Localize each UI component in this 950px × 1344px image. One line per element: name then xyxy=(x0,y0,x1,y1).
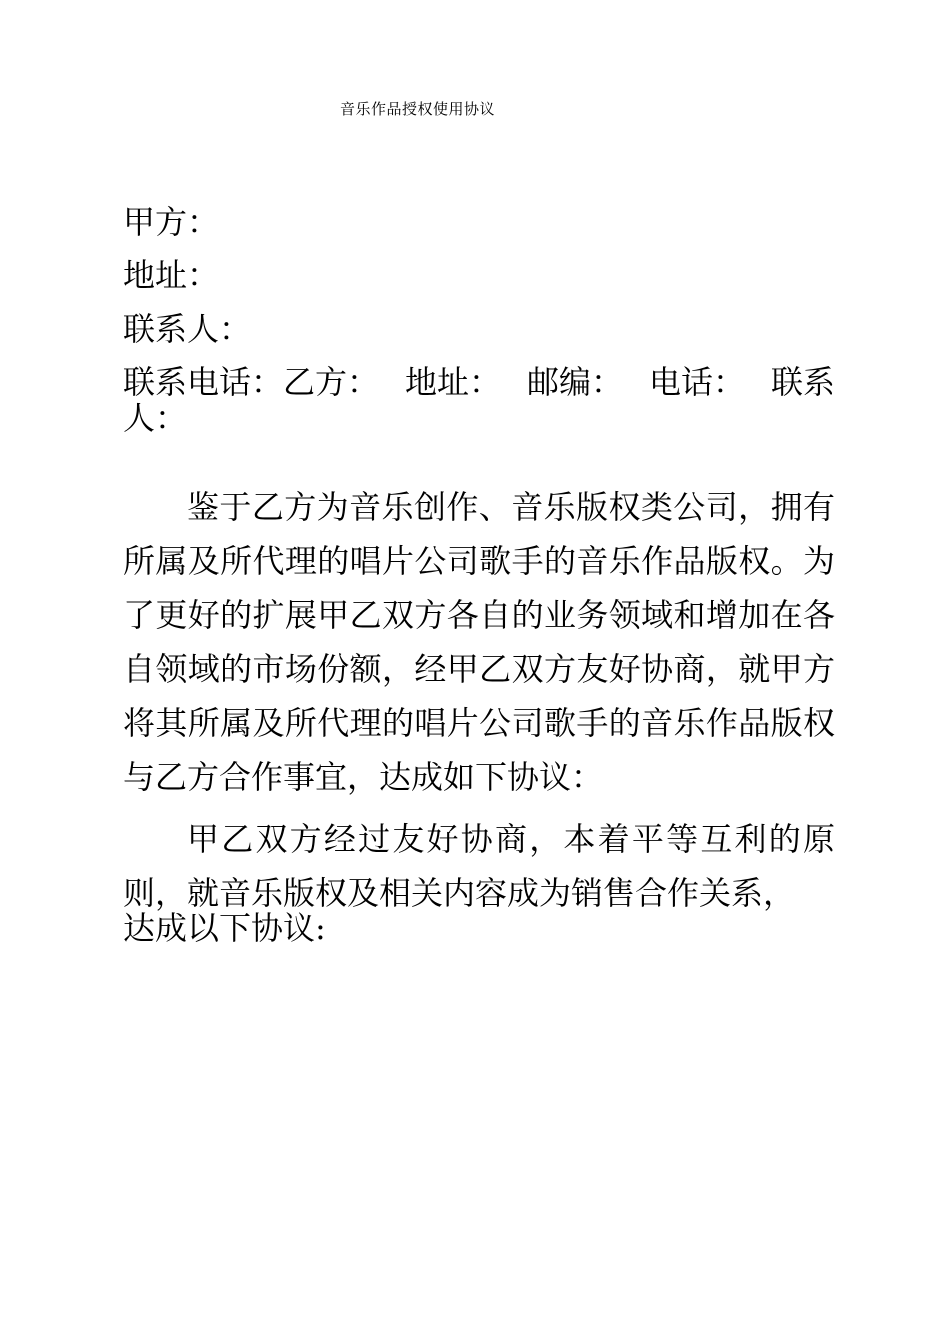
contact-row xyxy=(123,362,835,402)
phone-and-party-b-label xyxy=(123,362,379,402)
address-label: 地址： xyxy=(123,256,220,294)
paragraph-recitals: 鉴于乙方为音乐创作、音乐版权类公司，拥有所属及所代理的唱片公司歌手的音乐作品版权。为了更好的扩展甲乙双方各自的业务领域和增加在各自领域的市场份额，经甲乙双方友好协商，就甲方将其所属及所代理的唱片公司歌手的音乐作品版权与乙方合作事宜，达成如下协议： xyxy=(123,488,835,796)
party-b-contact-label-end: 人： xyxy=(123,399,188,437)
party-a-label: 甲方： xyxy=(123,203,220,241)
paragraph-agreement-tail: 达成以下协议: xyxy=(123,909,326,947)
contact-person-label: 联系人： xyxy=(123,310,252,348)
party-b-contact-label-start: 联系 xyxy=(770,363,835,401)
party-b-label: 乙方： xyxy=(283,363,380,401)
party-b-address-label: 地址： xyxy=(405,363,502,401)
tel-label: 电话： xyxy=(648,363,745,401)
paragraph-agreement: 甲乙双方经过友好协商，本着平等互利的原则，就音乐版权及相关内容成为销售合作关系， xyxy=(123,820,835,912)
document-title: 音乐作品授权使用协议 xyxy=(339,100,495,118)
postcode-label: 邮编： xyxy=(526,363,623,401)
phone-label: 联系电话： xyxy=(123,363,284,401)
contact-line xyxy=(123,362,835,438)
